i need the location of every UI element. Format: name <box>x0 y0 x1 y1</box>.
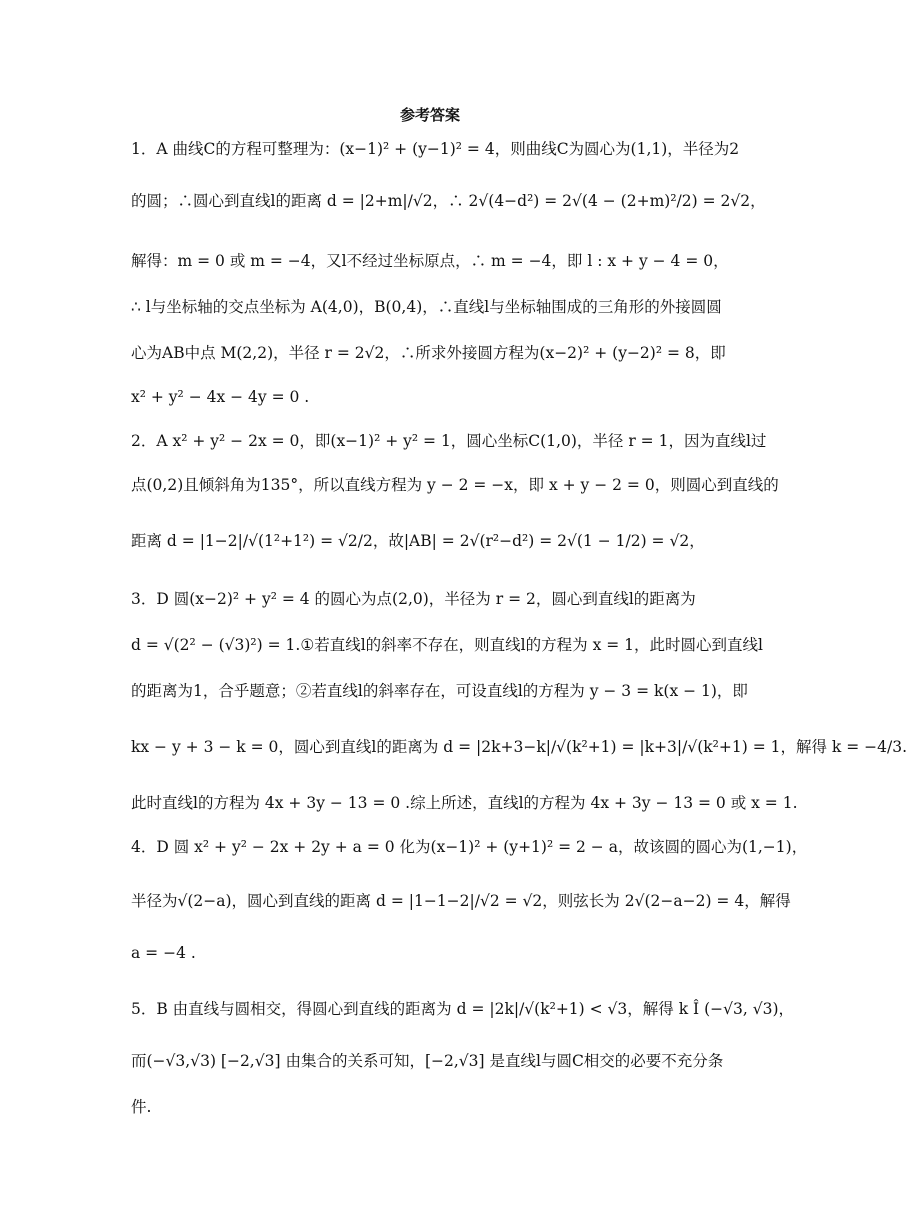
answer-line: 心为AB中点 M(2,2)，半径 r = 2√2，∴所求外接圆方程为(x−2)² + (y−2)² = 8，即 <box>131 344 726 362</box>
answer-line: 4．D 圆 x² + y² − 2x + 2y + a = 0 化为(x−1)² + (y+1)² = 2 − a，故该圆的圆心为(1,−1)， <box>131 838 808 856</box>
answer-line: 3．D 圆(x−2)² + y² = 4 的圆心为点(2,0)，半径为 r = 2，圆心到直线l的距离为 <box>131 590 696 608</box>
answer-line: 半径为√(2−a)，圆心到直线的距离 d = |1−1−2|/√2 = √2，则弦长为 2√(2−a−2) = 4，解得 <box>131 892 791 910</box>
answer-line: 件. <box>131 1098 152 1116</box>
answer-line: 此时直线l的方程为 4x + 3y − 13 = 0 .综上所述，直线l的方程为 4x + 3y − 13 = 0 或 x = 1. <box>131 794 798 812</box>
answer-line: 距离 d = |1−2|/√(1²+1²) = √2/2，故|AB| = 2√(r²−d²) = 2√(1 − 1/2) = √2， <box>131 532 705 550</box>
answer-line: ∴ l与坐标轴的交点坐标为 A(4,0)，B(0,4)，∴直线l与坐标轴围成的三角形的外接圆圆 <box>131 298 722 316</box>
answer-line: x² + y² − 4x − 4y = 0 . <box>131 388 310 406</box>
answer-line: 的距离为1，合乎题意；②若直线l的斜率存在，可设直线l的方程为 y − 3 = k(x − 1)，即 <box>131 682 748 700</box>
answer-line: 解得：m = 0 或 m = −4，又l不经过坐标原点，∴ m = −4，即 l : x + y − 4 = 0， <box>131 252 729 270</box>
answer-line: 点(0,2)且倾斜角为135°，所以直线方程为 y − 2 = −x，即 x + y − 2 = 0，则圆心到直线的 <box>131 476 779 494</box>
answer-line: a = −4 . <box>131 944 196 962</box>
answer-line: kx − y + 3 − k = 0，圆心到直线l的距离为 d = |2k+3−k|/√(k²+1) = |k+3|/√(k²+1) = 1，解得 k = −4/3. <box>131 738 907 756</box>
answer-line: 的圆；∴圆心到直线l的距离 d = |2+m|/√2，∴ 2√(4−d²) = 2√(4 − (2+m)²/2) = 2√2， <box>131 192 766 210</box>
answer-line: d = √(2² − (√3)²) = 1.①若直线l的斜率不存在，则直线l的方程为 x = 1，此时圆心到直线l <box>131 636 763 654</box>
page-title: 参考答案 <box>399 106 460 124</box>
answer-line: 1．A 曲线C的方程可整理为：(x−1)² + (y−1)² = 4，则曲线C为圆心为(1,1)，半径为2 <box>131 140 740 158</box>
answer-line: 而(−√3,√3) [−2,√3] 由集合的关系可知，[−2,√3] 是直线l与圆C相交的必要不充分条 <box>131 1052 724 1070</box>
answer-line: 2．A x² + y² − 2x = 0，即(x−1)² + y² = 1，圆心坐标C(1,0)，半径 r = 1，因为直线l过 <box>131 432 767 450</box>
answer-line: 5．B 由直线与圆相交，得圆心到直线的距离为 d = |2k|/√(k²+1) < √3，解得 k Î (−√3, √3)， <box>131 1000 795 1018</box>
